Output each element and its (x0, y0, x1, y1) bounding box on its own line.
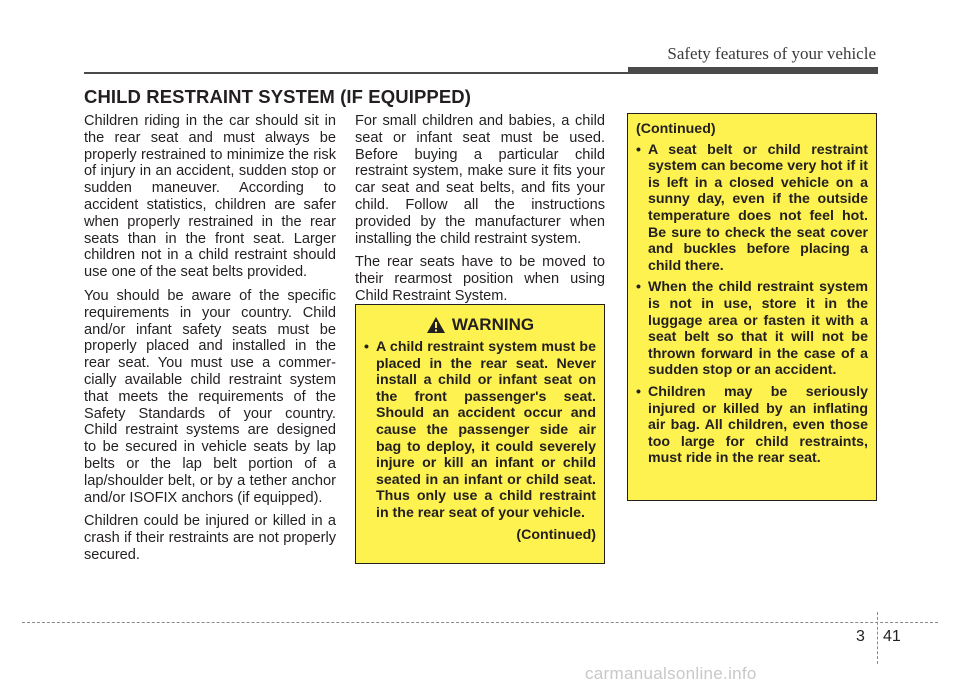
header-rule-accent (628, 67, 878, 73)
footer-rule (22, 622, 938, 623)
warning-item (636, 384, 868, 467)
watermark: carmanualsonline.info (585, 664, 757, 683)
page-number: 41 (883, 628, 901, 645)
warning-item-text: When the child restraint system is not in use, store it in the luggage area or fasten it with a seat belt so that it will not be thrown forward in the case of a sudden stop or an accident. (648, 279, 868, 379)
warning-item (636, 142, 868, 275)
continued-label: (Continued) (636, 121, 716, 137)
warning-item-text: Children may be seriously injured or killed by an inflating air bag. All children, even those too large for child restraints, must ride in the rear seat. (648, 383, 868, 467)
section-title: CHILD RESTRAINT SYSTEM (IF EQUIPPED) (84, 86, 471, 107)
footer-divider (877, 612, 878, 664)
warning-triangle-icon (426, 316, 446, 334)
body-column-2 (355, 113, 605, 312)
bullet-icon: • (636, 141, 641, 158)
header-title: Safety features of your vehicle (667, 44, 876, 63)
warning-item (364, 339, 596, 522)
continued-warning-box (627, 113, 877, 501)
warning-header (364, 315, 596, 335)
paragraph: For small children and babies, a child seat or infant seat must be used. Before buying a particular child restraint system, make sure it fits your car seat and seat belts, and fits your child. Follow all the instructions provided by the manufacturer when installing the child restraint system. (355, 113, 605, 247)
warning-item (636, 279, 868, 379)
paragraph: The rear seats have to be moved to their rearmost position when using Child Restraint System. (355, 254, 605, 304)
bullet-icon: • (636, 279, 641, 296)
warning-list (364, 339, 596, 522)
bullet-icon: • (636, 383, 641, 400)
warning-item-text: A seat belt or child restraint system can become very hot if it is left in a closed vehicle on a sunny day, even if the outside temperature does not feel hot. Be sure to check the seat cover and buckles before placing a child there. (648, 141, 868, 274)
body-column-1 (84, 113, 336, 571)
paragraph: You should be aware of the specific requirements in your country. Child and/or infant safety seats must be properly placed and installed in the rear seat. You must use a commercially available child restraint system that meets the requirements of the Safety Standards of your country. Child restraint systems are designed to be secured in vehicle seats by lap belts or the lap belt portion of a lap/shoulder belt, or by a tether anchor and/or ISOFIX anchors (if equipped). (84, 287, 336, 506)
warning-title: WARNING (451, 315, 535, 334)
continued-label: (Continued) (516, 526, 596, 543)
paragraph: Children could be injured or killed in a crash if their restraints are not properly secured. (84, 513, 336, 563)
paragraph: Children riding in the car should sit in the rear seat and must always be properly restrained to minimize the risk of injury in an accident, sudden stop or sudden maneuver. According to accident statistics, children are safer when properly restrained in the rear seats than in the front seat. Larger children not in a child restraint should use one of the seat belts provided. (84, 113, 336, 281)
chapter-number: 3 (856, 628, 865, 645)
warning-box (355, 304, 605, 564)
warning-item-text: A child restraint system must be placed in the rear seat. Never install a child or infant seat on the front passenger's seat. Should an accident occur and cause the passenger side air bag to deploy, it could severely injure or kill an infant or child seated in an infant or child seat. Thus only use a child restraint in the rear seat of your vehicle. (376, 339, 596, 521)
continued-list (636, 142, 868, 467)
bullet-icon: • (364, 339, 369, 355)
